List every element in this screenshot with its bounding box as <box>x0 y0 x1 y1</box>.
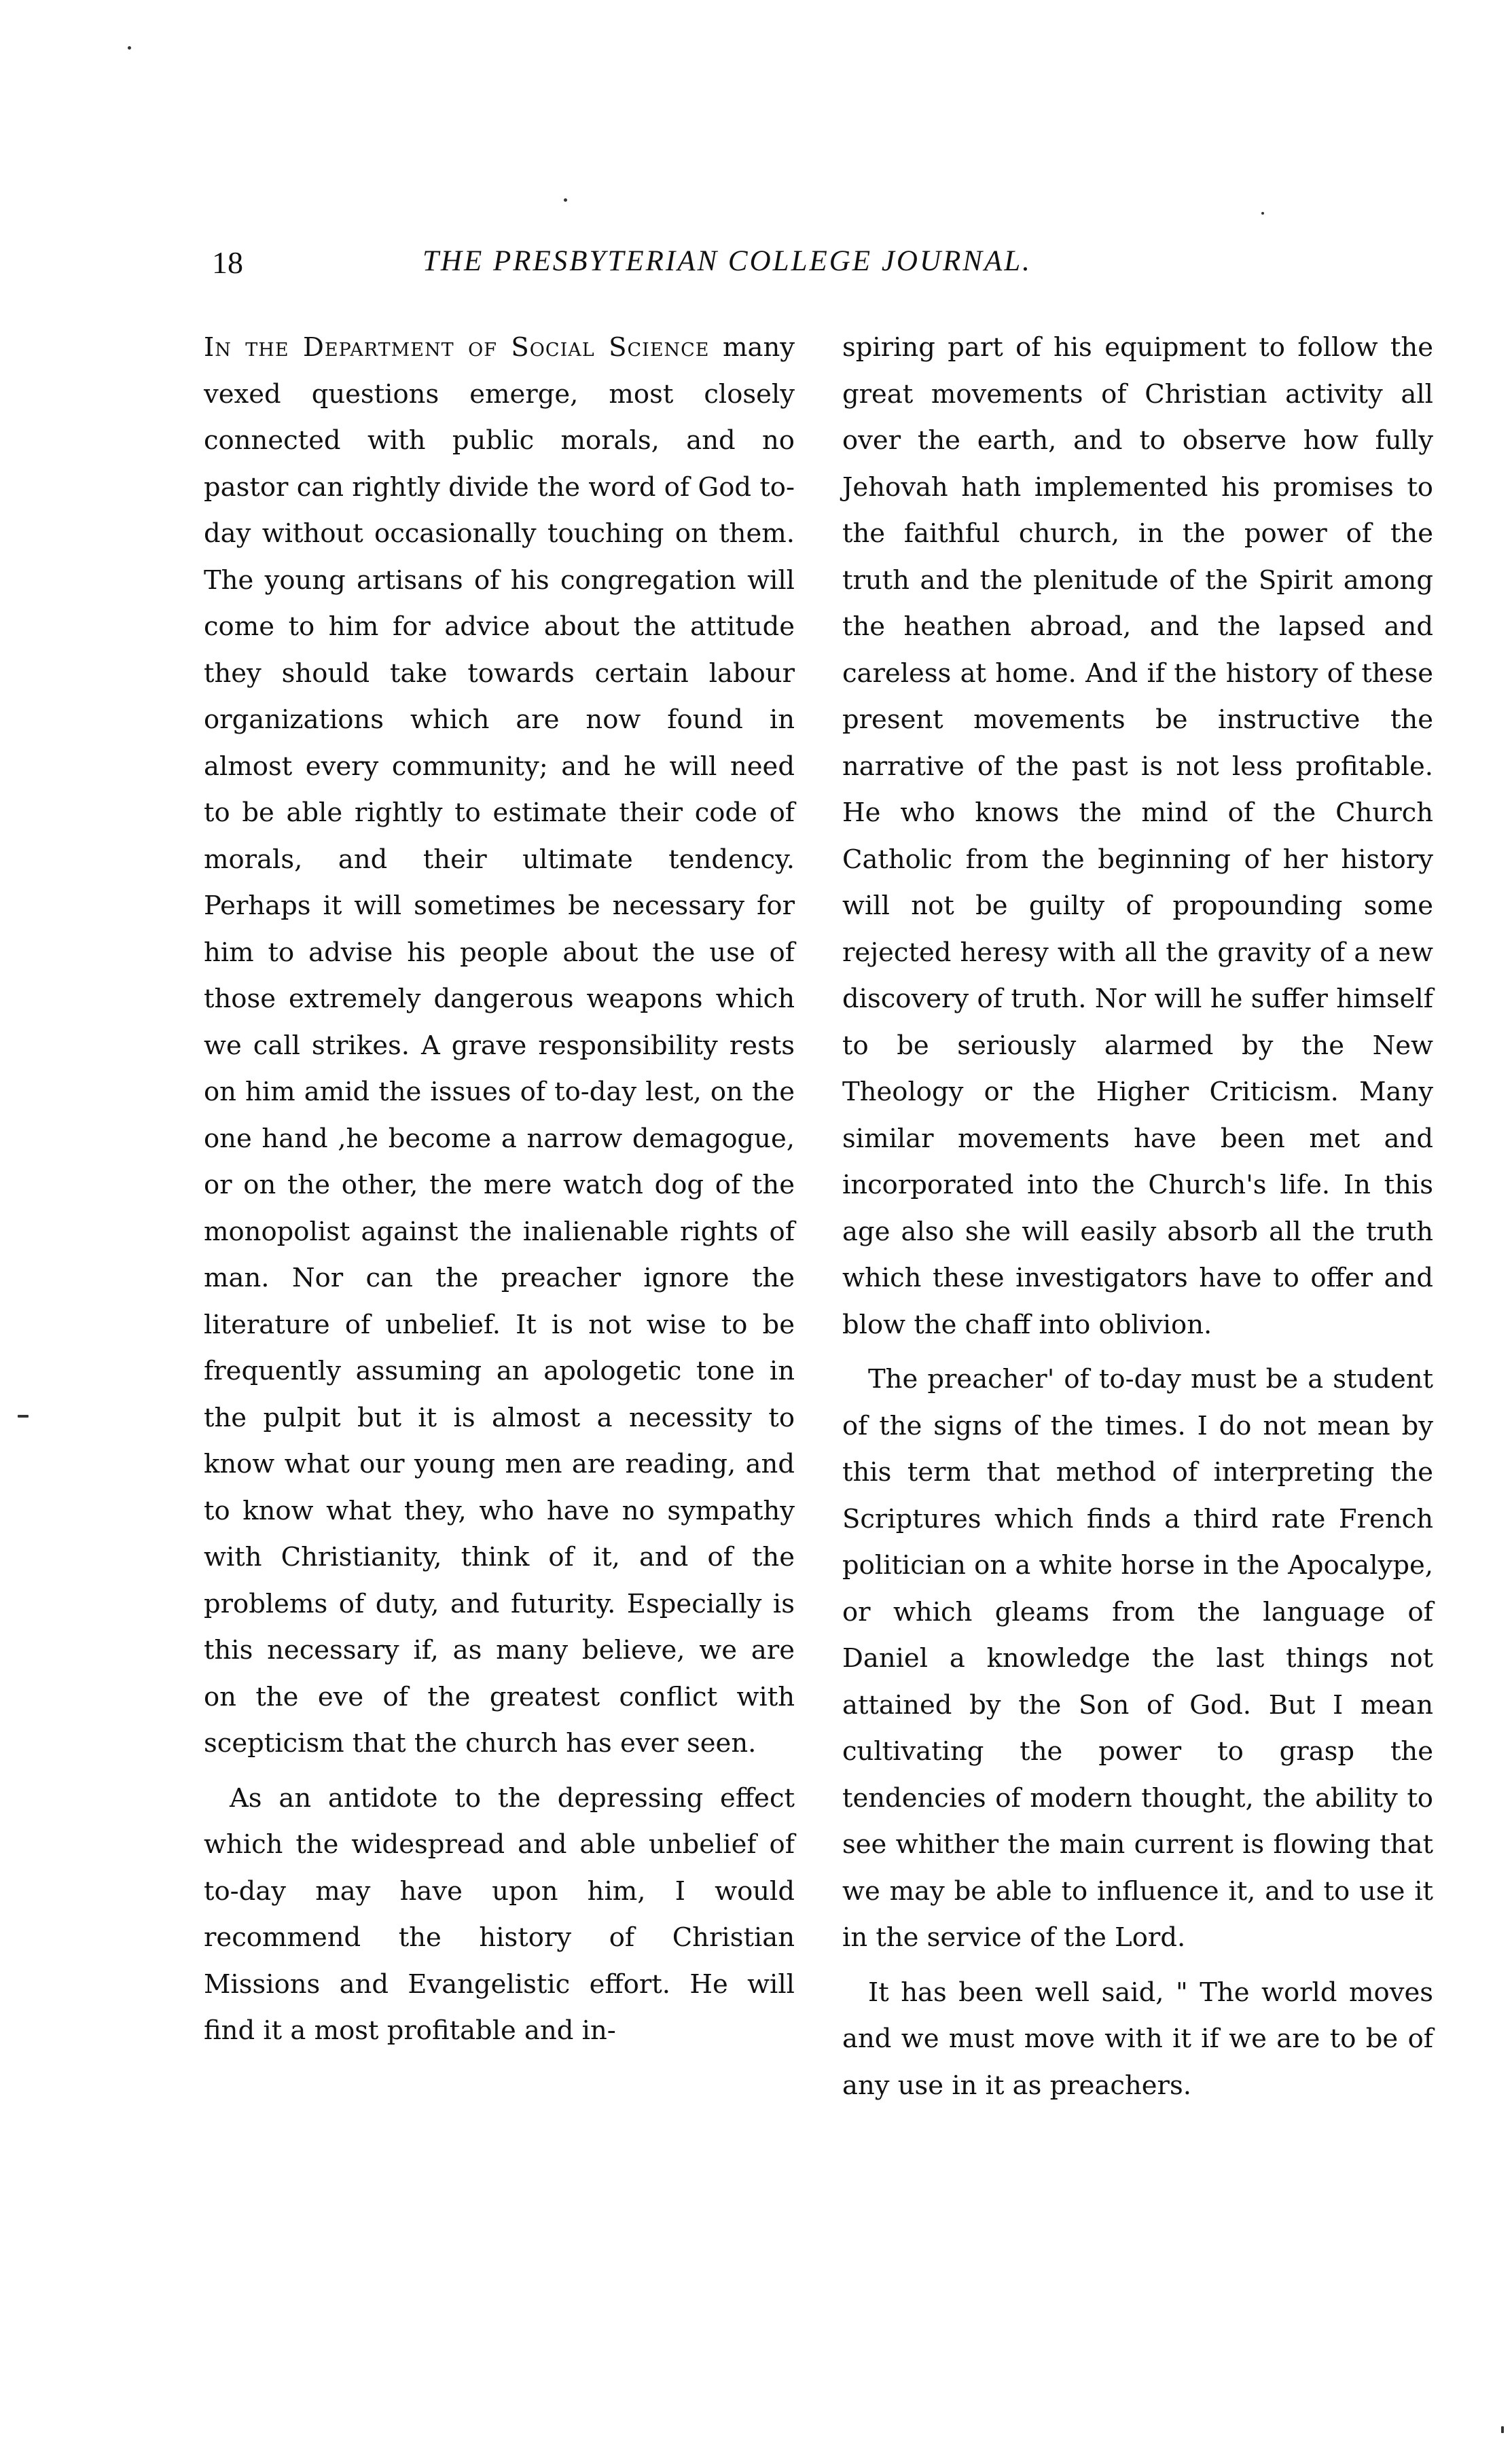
paragraph-text: many vexed questions emerge, most closely connected with public morals, and no pastor can rightly divide the word of God to-day without occasionally touching on them. The young artisans of his congregation will come to him for advice about the attitude they should take towards certain labour organizations which are now found in almost every community; and he will need to be able rightly to estimate their code of morals, and their ultimate tendency. Perhaps it will sometimes be necessary for him to advise his people about the use of those extremely dangerous weapons which we call strikes. A grave responsibility rests on him amid the issues of to-day lest, on the one hand ,he become a narrow demagogue, or on the other, the mere watch dog of the monopolist against the inalienable rights of man. Nor can the preacher ignore the literature of unbelief. It is not wise to be frequently assuming an apologetic tone in the pulpit but it is almost a necessity to know what our young men are reading, and to know what they, who have no sympathy with Christianity, think of it, and of the problems of duty, and futurity. Especially is this necessary if, as many believe, we are on the eve of the greatest conflict with scepticism that the church has ever seen. <box>204 332 795 1759</box>
scan-speck <box>564 198 567 202</box>
right-column <box>842 325 1433 2117</box>
left-column <box>204 325 795 2063</box>
paragraph <box>204 325 795 1767</box>
section-lead: In the Department of Social Science <box>204 332 710 363</box>
paragraph: spiring part of his equipment to follow the great movements of Christian activity all over the earth, and to observe how fully Jehovah hath implemented his promises to the faithful church, in the power of the truth and the plenitude of the Spirit among the heathen abroad, and the lapsed and careless at home. And if the history of these present movements be instructive the narrative of the past is not less profitable. He who knows the mind of the Church Catholic from the beginning of her history will not be guilty of propounding some rejected heresy with all the gravity of a new discovery of truth. Nor will he suffer himself to be seriously alarmed by the New Theology or the Higher Criticism. Many similar movements have been met and incorporated into the Church's life. In this age also she will easily absorb all the truth which these investigators have to offer and blow the chaff into oblivion. <box>842 332 1433 1340</box>
paragraph: As an antidote to the depressing effect which the widespread and able unbelief of to-day may have upon him, I would recommend the history of Christian Missions and Evangelistic effort. He will find it a most profitable and in- <box>204 1782 795 2046</box>
paragraph: It has been well said, " The world moves and we must move with it if we are to be of any use in it as preachers. <box>842 1977 1433 2101</box>
page-header <box>212 245 1455 299</box>
running-title: THE PRESBYTERIAN COLLEGE JOURNAL. <box>422 245 1032 277</box>
scan-speck <box>18 1415 29 1418</box>
scan-speck <box>1261 212 1264 215</box>
page-number: 18 <box>212 245 243 280</box>
scan-speck <box>1501 2426 1504 2433</box>
scan-speck <box>128 46 131 50</box>
paragraph: The preacher' of to-day must be a student of the signs of the times. I do not mean by this term that method of interpreting the Scriptures which finds a third rate French politician on a white horse in the Apocalype, or which gleams from the language of Daniel a knowledge the last things not attained by the Son of God. But I mean cultivating the power to grasp the tendencies of modern thought, the ability to see whither the main current is flowing that we may be able to influence it, and to use it in the service of the Lord. <box>842 1364 1433 1953</box>
